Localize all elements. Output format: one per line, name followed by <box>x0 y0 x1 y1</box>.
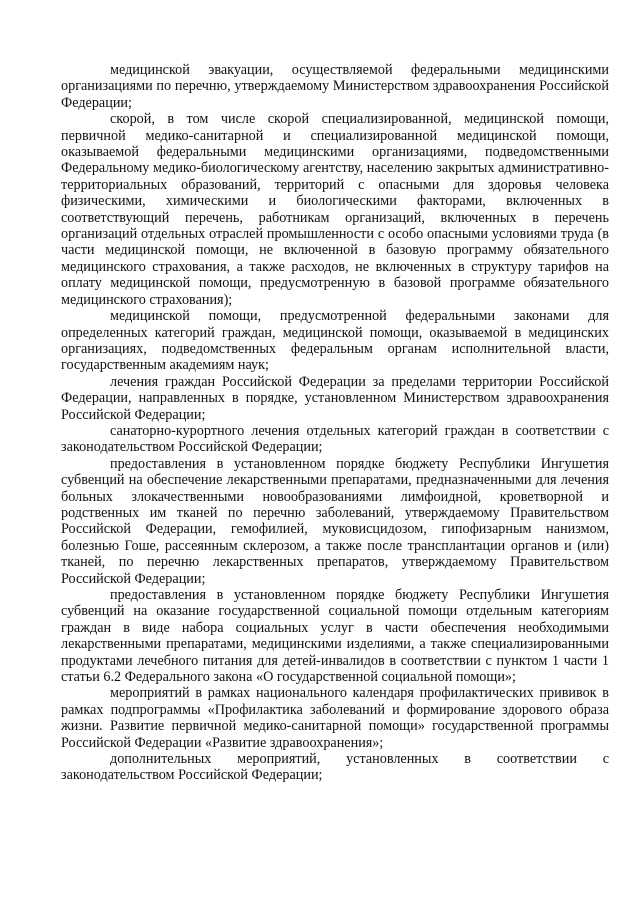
paragraph-additional-measures: дополнительных мероприятий, установленных в соответствии с законодательством Российской Федерации; <box>61 751 609 784</box>
paragraph-emergency-care: скорой, в том числе скорой специализированной, медицинской помощи, первичной медико-санитарной и специализированной медицинской помощи, оказываемой федеральными медицинскими организациями, подведомственными Федеральному медико-биологическому агентству, населению закрытых административно-территориальных образований, территорий с опасными для здоровья человека физическими, химическими и биологическими факторами, включенных в соответствующий перечень, работникам организаций, включенных в перечень организаций отдельных отраслей промышленности с особо опасными условиями труда (в части медицинской помощи, не включенной в базовую программу обязательного медицинского страхования, а также расходов, не включенных в структуру тарифов на оплату медицинской помощи, предусмотренную в базовой программе обязательного медицинского страхования); <box>61 111 609 308</box>
paragraph-sanatorium-treatment: санаторно-курортного лечения отдельных категорий граждан в соответствии с законодательством Российской Федерации; <box>61 422 609 456</box>
paragraph-federal-laws-care: медицинской помощи, предусмотренной федеральными законами для определенных категорий граждан, медицинской помощи, оказываемой в медицинских организациях, подведомственных федеральным органам исполнительной власти, государственным академиям наук; <box>61 308 609 374</box>
paragraph-drug-subventions: предоставления в установленном порядке бюджету Республики Ингушетия субвенций на обеспечение лекарственными препаратами, предназначенными для лечения больных злокачественными новообразованиями лимфоидной, кроветворной и родственных им тканей по перечню заболеваний, утверждаемому Правительством Российской Федерации, гемофилией, муковисцидозом, гипофизарным нанизмом, болезнью Гоше, рассеянным склерозом, а также после трансплантации органов и (или) тканей, по перечню лекарственных препаратов, утверждаемому Правительством Российской Федерации; <box>61 455 609 587</box>
paragraph-treatment-abroad: лечения граждан Российской Федерации за пределами территории Российской Федерации, направленных в порядке, установленном Министерством здравоохранения Российской Федерации; <box>61 373 609 423</box>
document-page <box>61 62 609 784</box>
paragraph-medical-evacuation: медицинской эвакуации, осуществляемой федеральными медицинскими организациями по перечню, утверждаемому Министерством здравоохранения Российской Федерации; <box>61 62 609 111</box>
paragraph-vaccination-calendar: мероприятий в рамках национального календаря профилактических прививок в рамках подпрограммы «Профилактика заболеваний и формирование здорового образа жизни. Развитие первичной медико-санитарной помощи» государственной программы Российской Федерации «Развитие здравоохранения»; <box>61 685 609 751</box>
paragraph-social-assistance-subventions: предоставления в установленном порядке бюджету Республики Ингушетия субвенций на оказание государственной социальной помощи отдельным категориям граждан в виде набора социальных услуг в части обеспечения необходимыми лекарственными препаратами, медицинскими изделиями, а также специализированными продуктами лечебного питания для детей-инвалидов в соответствии с пунктом 1 части 1 статьи 6.2 Федерального закона «О государственной социальной помощи»; <box>61 587 609 686</box>
